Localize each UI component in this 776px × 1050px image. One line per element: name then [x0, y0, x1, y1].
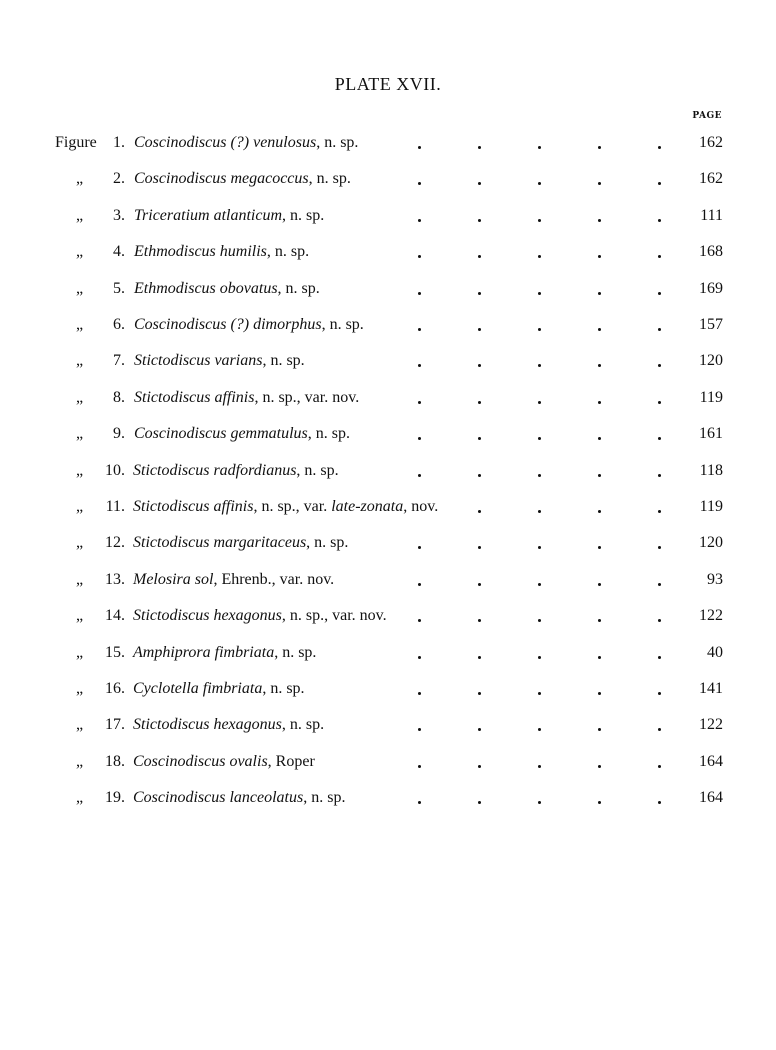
figure-number: 12.: [105, 534, 125, 552]
figure-caption: [133, 750, 315, 774]
list-item: [0, 167, 776, 191]
list-item: [0, 750, 776, 774]
figure-caption: [134, 277, 320, 301]
leader-dot: [478, 510, 481, 513]
figure-caption: [133, 495, 438, 519]
dot-leader: [410, 167, 680, 191]
leader-dot: [418, 182, 421, 185]
leader-dot: [598, 219, 601, 222]
species-name: Stictodiscus hexagonus: [133, 607, 282, 625]
figure-number: 14.: [105, 607, 125, 625]
page-column-heading: PAGE: [692, 111, 722, 121]
figure-number: 3.: [113, 206, 125, 224]
figure-caption: [133, 459, 339, 483]
leader-dot: [418, 728, 421, 731]
leader-dot: [478, 146, 481, 149]
dot-leader: [410, 713, 680, 737]
species-name: Triceratium atlanticum: [134, 206, 282, 224]
dot-leader: [410, 277, 680, 301]
figure-number: 1.: [113, 134, 125, 151]
species-note: , n. sp.: [306, 534, 349, 552]
page-number: 162: [699, 170, 723, 188]
leader-dot: [418, 401, 421, 404]
dot-leader: [410, 677, 680, 701]
leader-dot: [418, 146, 421, 149]
species-note: , n. sp.: [274, 643, 317, 661]
figure-number: 8.: [113, 388, 125, 406]
leader-dot: [538, 255, 541, 258]
leader-dot: [418, 437, 421, 440]
figure-prefix: „: [76, 607, 84, 625]
dot-leader: [410, 495, 680, 519]
leader-dot: [418, 546, 421, 549]
leader-dot: [538, 692, 541, 695]
list-item: [0, 713, 776, 737]
page-number: 157: [699, 316, 723, 333]
leader-dot: [658, 656, 661, 659]
species-note: , n. sp.: [296, 461, 339, 479]
leader-dot: [538, 328, 541, 331]
leader-dot: [478, 546, 481, 549]
figure-number: 16.: [105, 680, 125, 697]
species-name: Stictodiscus affinis: [134, 388, 255, 406]
species-name: Melosira sol: [133, 570, 214, 588]
leader-dot: [658, 219, 661, 222]
species-note: , Ehrenb., var. nov.: [213, 570, 335, 588]
list-item: [0, 495, 776, 519]
dot-leader: [410, 313, 680, 337]
species-note: , n. sp.: [282, 206, 325, 224]
leader-dot: [658, 401, 661, 404]
list-item: [0, 277, 776, 301]
figure-caption: [133, 677, 305, 701]
leader-dot: [598, 401, 601, 404]
species-name: Coscinodiscus (?) venulosus: [134, 134, 317, 151]
species-name: Coscinodiscus lanceolatus: [133, 789, 304, 807]
page-number: 169: [699, 279, 723, 297]
leader-dot: [538, 364, 541, 367]
leader-dot: [538, 546, 541, 549]
leader-dot: [478, 692, 481, 695]
figure-prefix: „: [76, 643, 84, 661]
leader-dot: [658, 146, 661, 149]
figure-prefix: „: [76, 680, 84, 697]
figure-prefix: „: [76, 498, 84, 515]
figure-prefix: „: [76, 716, 84, 734]
figure-caption: [133, 604, 387, 628]
list-item: [0, 786, 776, 810]
leader-dot: [478, 364, 481, 367]
page-number: 164: [699, 789, 723, 807]
leader-dot: [658, 437, 661, 440]
list-item: [0, 568, 776, 592]
leader-dot: [418, 765, 421, 768]
dot-leader: [410, 641, 680, 665]
list-item: [0, 422, 776, 446]
variety-note: , nov.: [403, 498, 439, 515]
leader-dot: [478, 583, 481, 586]
page-number: 164: [699, 752, 723, 770]
list-item: [0, 313, 776, 337]
leader-dot: [478, 619, 481, 622]
leader-dot: [658, 510, 661, 513]
leader-dot: [658, 364, 661, 367]
species-note: , n. sp., var. nov.: [281, 607, 387, 625]
leader-dot: [598, 364, 601, 367]
page-number: 122: [699, 607, 723, 625]
figure-prefix: „: [76, 279, 84, 297]
leader-dot: [478, 656, 481, 659]
figure-number: 2.: [113, 170, 125, 188]
page-number: 161: [699, 425, 723, 443]
leader-dot: [478, 474, 481, 477]
list-item: [0, 131, 776, 155]
page-number: 141: [699, 680, 723, 697]
figure-prefix: „: [76, 752, 84, 770]
leader-dot: [418, 656, 421, 659]
leader-dot: [598, 546, 601, 549]
dot-leader: [410, 786, 680, 810]
species-note: , n. sp.: [262, 352, 305, 370]
leader-dot: [658, 728, 661, 731]
leader-dot: [658, 692, 661, 695]
list-item: [0, 604, 776, 628]
species-note: , n. sp.: [316, 134, 359, 151]
leader-dot: [538, 801, 541, 804]
leader-dot: [658, 765, 661, 768]
figure-caption: [134, 422, 350, 446]
species-note: , n. sp.: [321, 316, 364, 333]
leader-dot: [538, 656, 541, 659]
figure-caption: [134, 167, 351, 191]
page-number: 118: [699, 461, 723, 479]
leader-dot: [598, 619, 601, 622]
page-number: 122: [699, 716, 723, 734]
leader-dot: [538, 401, 541, 404]
leader-dot: [598, 474, 601, 477]
leader-dot: [658, 583, 661, 586]
leader-dot: [478, 765, 481, 768]
leader-dot: [478, 182, 481, 185]
leader-dot: [598, 182, 601, 185]
species-name: Stictodiscus radfordianus: [133, 461, 297, 479]
species-note: , n. sp.: [277, 279, 320, 297]
species-name: Ethmodiscus obovatus: [134, 279, 278, 297]
leader-dot: [418, 219, 421, 222]
leader-dot: [658, 255, 661, 258]
figure-number: 15.: [105, 643, 125, 661]
figure-number: 5.: [113, 279, 125, 297]
figure-prefix: „: [76, 170, 84, 188]
species-name: Ethmodiscus humilis: [134, 243, 267, 261]
leader-dot: [478, 437, 481, 440]
list-item: [0, 459, 776, 483]
leader-dot: [538, 765, 541, 768]
leader-dot: [478, 292, 481, 295]
page-number: 93: [707, 570, 723, 588]
species-note: , Roper: [267, 752, 315, 770]
leader-dot: [418, 801, 421, 804]
figure-prefix: „: [76, 534, 84, 552]
leader-dot: [598, 292, 601, 295]
species-name: Stictodiscus affinis: [133, 498, 254, 515]
species-note: , n. sp.: [281, 716, 325, 734]
leader-dot: [598, 510, 601, 513]
species-name: Coscinodiscus (?) dimorphus: [134, 316, 322, 333]
figure-caption: [134, 313, 364, 337]
leader-dot: [598, 801, 601, 804]
leader-dot: [538, 292, 541, 295]
species-note: , n. sp.: [308, 170, 351, 188]
figure-number: 9.: [113, 425, 125, 443]
leader-dot: [418, 292, 421, 295]
leader-dot: [478, 328, 481, 331]
leader-dot: [478, 401, 481, 404]
dot-leader: [410, 204, 680, 228]
page-number: 40: [707, 643, 723, 661]
figure-caption: [134, 131, 358, 155]
figure-number: 18.: [105, 752, 125, 770]
figure-caption: [134, 386, 359, 410]
figure-caption: [134, 204, 324, 228]
leader-dot: [538, 219, 541, 222]
figure-number: 10.: [105, 461, 125, 479]
leader-dot: [658, 546, 661, 549]
species-name: Stictodiscus varians: [134, 352, 263, 370]
list-item: [0, 641, 776, 665]
figure-prefix: „: [76, 206, 84, 224]
list-item: [0, 204, 776, 228]
figure-prefix: „: [76, 243, 84, 261]
species-name: Coscinodiscus ovalis: [133, 752, 268, 770]
dot-leader: [410, 604, 680, 628]
dot-leader: [410, 568, 680, 592]
leader-dot: [478, 255, 481, 258]
dot-leader: [410, 349, 680, 373]
figure-caption: [133, 531, 348, 555]
list-item: [0, 240, 776, 264]
figure-prefix: „: [76, 425, 84, 443]
leader-dot: [598, 765, 601, 768]
leader-dot: [538, 619, 541, 622]
figure-prefix: „: [76, 789, 84, 807]
figure-caption: [133, 641, 316, 665]
page-number: 111: [700, 206, 723, 224]
list-item: [0, 386, 776, 410]
leader-dot: [418, 692, 421, 695]
leader-dot: [418, 364, 421, 367]
page-number: 162: [699, 134, 723, 151]
leader-dot: [658, 182, 661, 185]
leader-dot: [538, 437, 541, 440]
leader-dot: [538, 583, 541, 586]
figure-number: 6.: [113, 316, 125, 333]
species-name: Stictodiscus hexagonus: [133, 716, 282, 734]
leader-dot: [658, 292, 661, 295]
figure-number: 19.: [105, 789, 125, 807]
page-number: 120: [699, 352, 723, 370]
page-number: 119: [699, 498, 723, 515]
leader-dot: [598, 583, 601, 586]
dot-leader: [410, 240, 680, 264]
dot-leader: [410, 459, 680, 483]
figure-number: 4.: [113, 243, 125, 261]
leader-dot: [538, 510, 541, 513]
dot-leader: [410, 131, 680, 155]
leader-dot: [418, 474, 421, 477]
leader-dot: [658, 801, 661, 804]
figure-prefix: Figure: [55, 134, 97, 151]
leader-dot: [598, 146, 601, 149]
leader-dot: [598, 255, 601, 258]
species-name: Stictodiscus margaritaceus: [133, 534, 307, 552]
leader-dot: [598, 692, 601, 695]
species-name: Coscinodiscus megacoccus: [134, 170, 309, 188]
species-note: , n. sp.: [262, 680, 305, 697]
figure-caption: [134, 349, 305, 373]
leader-dot: [658, 619, 661, 622]
leader-dot: [538, 728, 541, 731]
page-number: 119: [699, 388, 723, 406]
leader-dot: [658, 328, 661, 331]
figure-caption: [133, 568, 334, 592]
leader-dot: [418, 619, 421, 622]
species-name: Amphiprora fimbriata: [133, 643, 275, 661]
leader-dot: [598, 328, 601, 331]
species-note: , n. sp.: [307, 425, 351, 443]
species-name: Coscinodiscus gemmatulus: [134, 425, 308, 443]
figure-number: 11.: [105, 498, 125, 515]
leader-dot: [418, 583, 421, 586]
page-number: 120: [699, 534, 723, 552]
leader-dot: [478, 728, 481, 731]
species-name: Cyclotella fimbriata: [133, 680, 263, 697]
dot-leader: [410, 750, 680, 774]
figure-prefix: „: [76, 352, 84, 370]
figure-number: 17.: [105, 716, 125, 734]
figure-number: 7.: [113, 352, 125, 370]
leader-dot: [598, 728, 601, 731]
list-item: [0, 531, 776, 555]
leader-dot: [658, 474, 661, 477]
species-note: , n. sp.: [266, 243, 310, 261]
figure-prefix: „: [76, 570, 84, 588]
figure-caption: [134, 240, 309, 264]
leader-dot: [538, 146, 541, 149]
leader-dot: [418, 328, 421, 331]
figure-prefix: „: [76, 316, 84, 333]
page-title: PLATE XVII.: [334, 74, 442, 94]
species-note: , n. sp., var. nov.: [254, 388, 360, 406]
figure-caption: [133, 713, 324, 737]
dot-leader: [410, 386, 680, 410]
figure-prefix: „: [76, 461, 84, 479]
dot-leader: [410, 531, 680, 555]
leader-dot: [598, 656, 601, 659]
leader-dot: [478, 801, 481, 804]
page-number: 168: [699, 243, 723, 261]
leader-dot: [538, 474, 541, 477]
species-note: , n. sp., var.: [253, 498, 332, 515]
species-note: , n. sp.: [303, 789, 346, 807]
figure-caption: [133, 786, 345, 810]
dot-leader: [410, 422, 680, 446]
figure-number: 13.: [105, 570, 125, 588]
leader-dot: [478, 219, 481, 222]
figure-prefix: „: [76, 388, 84, 406]
leader-dot: [418, 255, 421, 258]
leader-dot: [538, 182, 541, 185]
variety-name: late-zonata: [331, 498, 404, 515]
leader-dot: [598, 437, 601, 440]
list-item: [0, 677, 776, 701]
list-item: [0, 349, 776, 373]
